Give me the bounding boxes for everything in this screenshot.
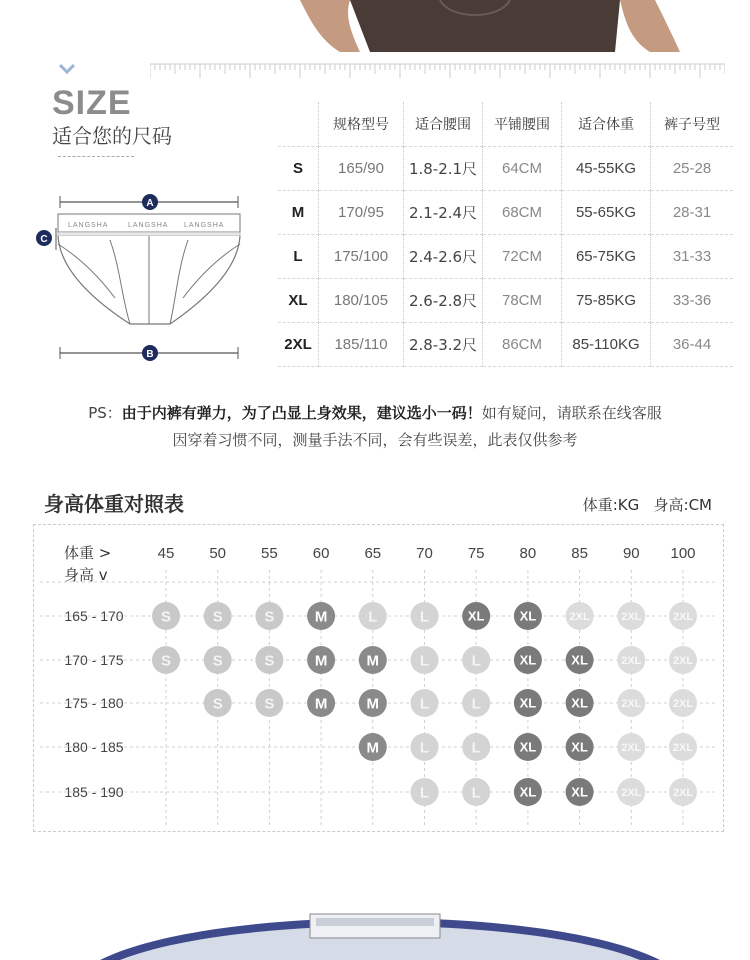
weight-tick-label: 100 (670, 545, 696, 562)
weight-tick-label: 90 (622, 545, 640, 562)
size-badge-label: XL (519, 695, 537, 711)
weight-tick-label: 65 (364, 545, 382, 562)
size-cell: S (278, 147, 319, 191)
size-badge-label: 2XL (621, 610, 642, 623)
size-badge-label: 2XL (569, 610, 590, 623)
size-badge-label: M (314, 695, 328, 713)
flat-cell: 72CM (483, 235, 562, 279)
spec-cell: 170/95 (319, 191, 404, 235)
weight-tick-label: 70 (416, 545, 433, 562)
weight-tick-label: 50 (209, 545, 227, 562)
pants-cell: 31-33 (651, 235, 734, 279)
height-row-label: 170 - 175 (64, 652, 124, 668)
size-badge-label: M (314, 652, 328, 670)
size-badge-label: S (264, 608, 275, 626)
label-c: C (40, 234, 48, 245)
waistband-brand-1: LANGSHA (68, 222, 109, 229)
size-badge-label: L (471, 784, 481, 802)
size-cell: M (278, 191, 319, 235)
size-badge-label: XL (571, 739, 588, 755)
page-subtitle: 适合您的尺码 (52, 124, 172, 148)
height-row-label: 185 - 190 (64, 784, 124, 800)
chart-title: 身高体重对照表 (44, 492, 184, 516)
weight-axis-label: 体重 > (64, 544, 112, 562)
col-header-weight: 适合体重 (562, 102, 651, 147)
label-b: B (146, 349, 154, 360)
weight-cell: 65-75KG (562, 235, 651, 279)
size-badge-label: 2XL (672, 654, 694, 667)
size-badge-label: M (366, 739, 380, 757)
weight-cell: 85-110KG (562, 323, 651, 367)
size-badge-label: M (366, 652, 380, 670)
col-header-pants: 裤子号型 (651, 102, 734, 147)
size-badge-label: 2XL (621, 741, 642, 754)
height-row-label: 180 - 185 (64, 739, 124, 755)
note-bold: 由于内裤有弹力，为了凸显上身效果，建议选小一码！ (121, 404, 482, 422)
col-header-waist: 适合腰围 (404, 102, 483, 147)
weight-tick-label: 80 (519, 545, 537, 562)
size-badge-label: 2XL (672, 697, 694, 710)
spec-cell: 165/90 (319, 147, 404, 191)
size-badge-label: 2XL (621, 654, 642, 667)
flat-cell: 68CM (483, 191, 562, 235)
size-badge-label: L (419, 652, 430, 670)
size-cell: L (278, 235, 319, 279)
size-badge-label: S (264, 695, 275, 713)
size-badge-label: S (264, 652, 275, 670)
note-prefix: PS： (88, 404, 122, 422)
height-axis-label: 身高 v (64, 566, 108, 584)
waistband-brand-2: LANGSHA (128, 222, 169, 229)
size-badge-label: XL (519, 652, 537, 668)
size-badge-label: 2XL (672, 610, 694, 623)
size-badge-label: S (212, 652, 223, 670)
weight-cell: 45-55KG (562, 147, 651, 191)
size-badge-label: XL (519, 784, 537, 800)
weight-cell: 75-85KG (562, 279, 651, 323)
note-rest: 如有疑问，请联系在线客服 (481, 404, 662, 422)
size-badge-label: M (366, 695, 380, 713)
waist-cell: 2.6-2.8尺 (404, 279, 483, 323)
size-badge-label: S (160, 608, 172, 626)
waist-cell: 2.1-2.4尺 (404, 191, 483, 235)
size-badge-label: 2XL (621, 786, 642, 799)
spec-cell: 185/110 (319, 323, 404, 367)
waist-cell: 2.4-2.6尺 (404, 235, 483, 279)
col-header-flat: 平铺腰围 (483, 102, 562, 147)
flat-cell: 64CM (483, 147, 562, 191)
waist-cell: 1.8-2.1尺 (404, 147, 483, 191)
flat-cell: 86CM (483, 323, 562, 367)
size-badge-label: S (212, 695, 223, 713)
pants-cell: 28-31 (651, 191, 734, 235)
size-badge-label: S (212, 608, 223, 626)
spec-cell: 175/100 (319, 235, 404, 279)
product-waistband-image (100, 910, 660, 960)
size-badge-label: L (471, 739, 481, 757)
page-title: SIZE (52, 84, 132, 122)
label-a: A (146, 198, 154, 209)
weight-tick-label: 45 (157, 545, 175, 562)
height-row-label: 165 - 170 (64, 608, 124, 624)
pants-cell: 25-28 (651, 147, 734, 191)
size-badge-label: L (419, 784, 430, 802)
chart-units: 体重:KG 身高:CM (582, 496, 712, 514)
size-cell: 2XL (278, 323, 319, 367)
height-row-label: 175 - 180 (64, 695, 124, 711)
weight-tick-label: 75 (467, 545, 485, 562)
size-badge-label: XL (571, 784, 588, 800)
size-badge-label: XL (571, 695, 588, 711)
weight-tick-label: 85 (571, 545, 588, 562)
weight-cell: 55-65KG (562, 191, 651, 235)
waistband-brand-3: LANGSHA (184, 222, 225, 229)
size-badge-label: L (419, 739, 430, 757)
spec-cell: 180/105 (319, 279, 404, 323)
size-badge-label: XL (519, 739, 537, 755)
size-badge-label: L (419, 608, 430, 626)
size-badge-label: L (368, 608, 378, 626)
weight-tick-label: 55 (261, 545, 278, 562)
size-badge-label: M (314, 608, 328, 626)
size-badge-label: L (471, 652, 481, 670)
waist-cell: 2.8-3.2尺 (404, 323, 483, 367)
size-badge-label: XL (519, 608, 537, 624)
pants-cell: 36-44 (651, 323, 734, 367)
size-badge-label: S (160, 652, 172, 670)
size-badge-label: L (471, 695, 481, 713)
col-header-spec: 规格型号 (319, 102, 404, 147)
size-badge-label: L (419, 695, 430, 713)
size-badge-label: 2XL (672, 786, 694, 799)
flat-cell: 78CM (483, 279, 562, 323)
pants-cell: 33-36 (651, 279, 734, 323)
weight-tick-label: 60 (312, 545, 330, 562)
size-cell: XL (278, 279, 319, 323)
size-badge-label: XL (571, 652, 588, 668)
note-line-2: 因穿着习惯不同，测量手法不同，会有些误差，此表仅供参考 (172, 431, 578, 449)
size-badge-label: XL (467, 608, 485, 624)
size-badge-label: 2XL (621, 697, 642, 710)
size-badge-label: 2XL (672, 741, 694, 754)
